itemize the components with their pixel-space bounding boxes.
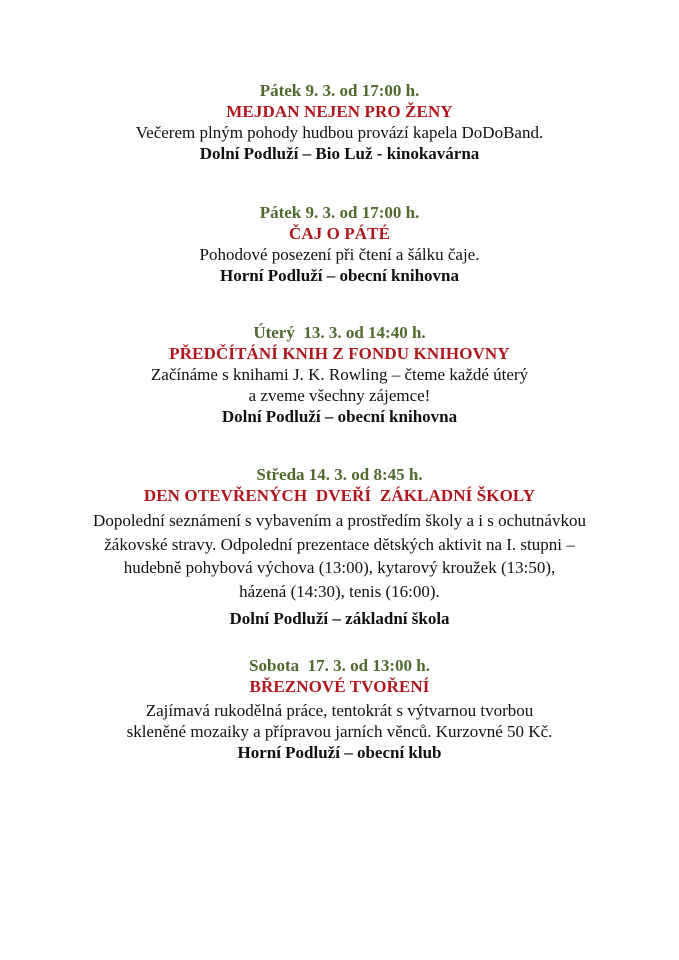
description-line: Dopolední seznámení s vybavením a prostředím školy a i s ochutnávkou <box>93 511 586 530</box>
description-line: skleněné mozaiky a přípravou jarních věnců. Kurzovné 50 Kč. <box>126 722 553 741</box>
event-title: PŘEDČÍTÁNÍ KNIH Z FONDU KNIHOVNY <box>169 344 510 363</box>
event-place: Horní Podluží – obecní klub <box>237 743 442 762</box>
event-title: ČAJ O PÁTÉ <box>288 224 391 243</box>
description-line: házená (14:30), tenis (16:00). <box>239 581 440 601</box>
event-title: DEN OTEVŘENÝCH DVEŘÍ ZÁKLADNÍ ŠKOLY <box>143 486 536 505</box>
event-title: BŘEZNOVÉ TVOŘENÍ <box>249 677 430 696</box>
event-date: Středa 14. 3. od 8:45 h. <box>256 465 423 484</box>
event-place: Dolní Podluží – Bio Luž - kinokavárna <box>199 144 480 163</box>
event-place: Dolní Podluží – základní škola <box>229 609 450 628</box>
event-mejdan <box>0 80 679 164</box>
event-description <box>0 244 679 265</box>
event-date: Pátek 9. 3. od 17:00 h. <box>259 203 420 222</box>
event-description <box>0 509 679 603</box>
description-line: a zveme všechny zájemce! <box>248 386 431 405</box>
description-line: hudebně pohybová výchova (13:00), kytarový kroužek (13:50), <box>123 558 556 577</box>
event-caj-o-pate <box>0 202 679 286</box>
description-line: Pohodové posezení při čtení a šálku čaje. <box>199 245 480 264</box>
event-breznove-tvoreni <box>0 655 679 763</box>
event-description <box>0 700 679 742</box>
description-line: Večerem plným pohody hudbou provází kapela DoDoBand. <box>135 123 544 142</box>
event-den-otevrenych-dveri <box>0 464 679 629</box>
description-line: Zajímavá rukodělná práce, tentokrát s výtvarnou tvorbou <box>145 701 534 720</box>
event-place: Dolní Podluží – obecní knihovna <box>221 407 458 426</box>
event-title: MEJDAN NEJEN PRO ŽENY <box>226 102 453 121</box>
event-predcitani <box>0 322 679 427</box>
event-description <box>0 364 679 406</box>
event-date: Pátek 9. 3. od 17:00 h. <box>259 81 420 100</box>
event-date: Úterý 13. 3. od 14:40 h. <box>253 323 426 342</box>
event-description <box>0 122 679 143</box>
event-place: Horní Podluží – obecní knihovna <box>220 266 459 285</box>
event-date: Sobota 17. 3. od 13:00 h. <box>249 656 430 675</box>
description-line: žákovské stravy. Odpolední prezentace dětských aktivit na I. stupni – <box>104 534 575 554</box>
description-line: Začínáme s knihami J. K. Rowling – čteme každé úterý <box>150 365 529 384</box>
